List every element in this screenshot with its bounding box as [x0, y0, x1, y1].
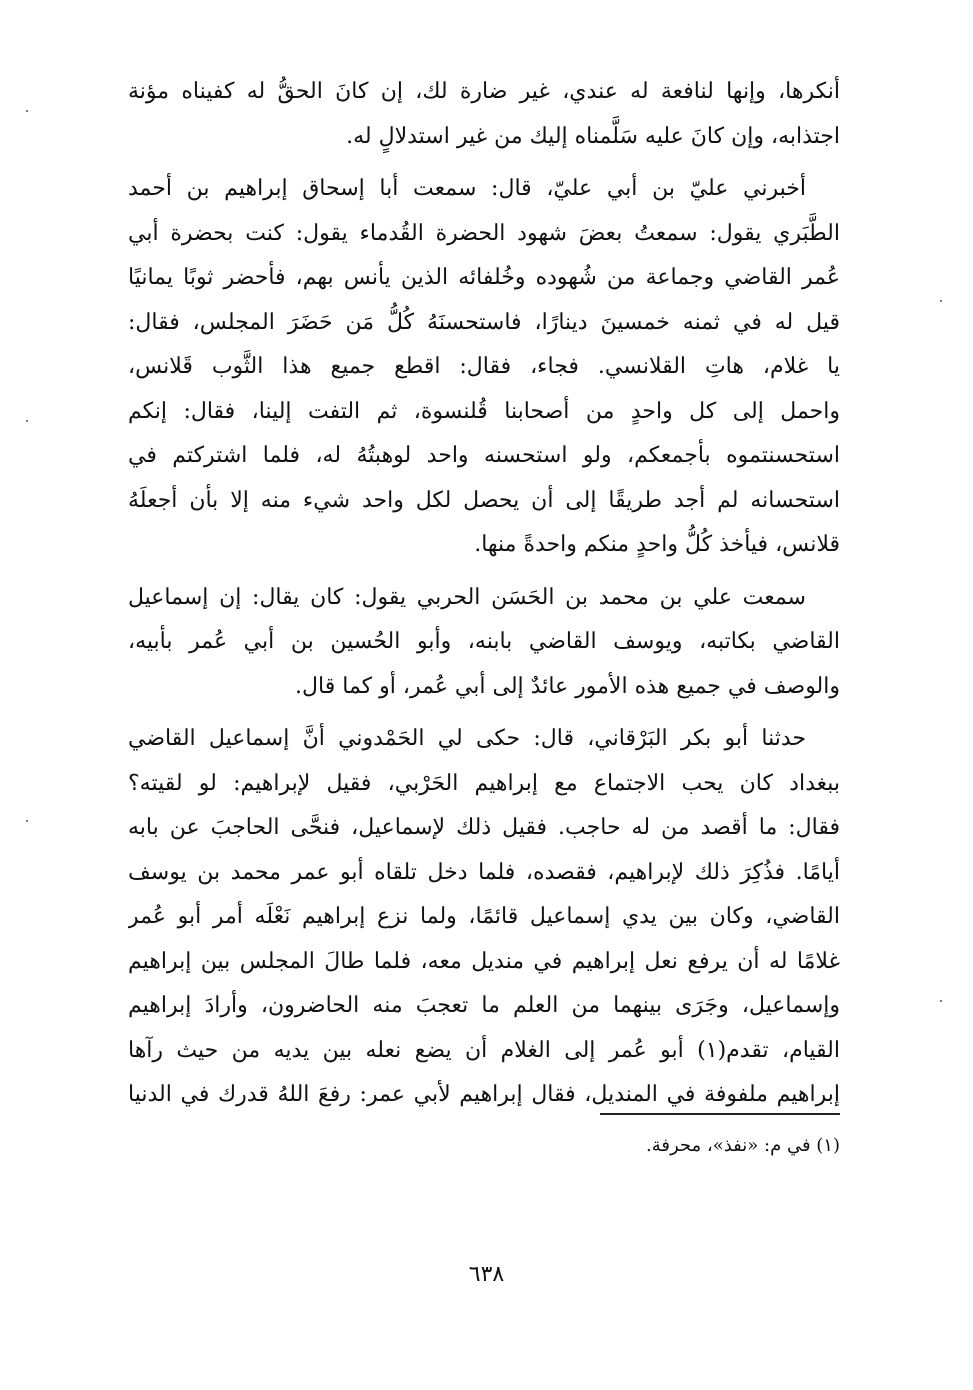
scan-speck [26, 420, 28, 422]
text-line: والوصف في جميع هذه الأمور عائدٌ إلى أبي عُمر، أو كما قال. [295, 673, 840, 699]
text-line: القاضي بكاتبه، ويوسف القاضي بابنه، وأبو الحُسين بن أبي عُمر بأبيه، [128, 629, 840, 654]
text-line: سمعت علي بن محمد بن الحَسَن الحربي يقول: كان يقال: إن إسماعيل [128, 584, 806, 610]
text-line: فقال: ما أقصد من له حاجب. فقيل ذلك لإسماعيل، فنحَّى الحاجبَ عن بابه [128, 815, 840, 840]
footnote-text: (١) في م: «نفذ»، محرفة. [646, 1135, 840, 1156]
paragraph-4 [128, 717, 840, 1118]
text-line: حدثنا أبو بكر البَرْقاني، قال: حكى لي الحَمْدوني أنَّ إسماعيل القاضي [128, 726, 806, 751]
text-line: وإسماعيل، وجَرَى بينهما من العلم ما تعجبَ منه الحاضرون، وأرادَ إبراهيم [128, 993, 840, 1018]
text-line: اجتذابه، وإن كانَ عليه سَلَّمناه إليك من غير استدلالٍ له. [346, 123, 840, 149]
paragraph-3 [128, 576, 840, 710]
scan-speck [940, 300, 942, 302]
text-line: استحسانه لم أجد طريقًا إلى أن يحصل لكل واحد شيء منه إلا بأن أجعلَهُ [128, 487, 840, 513]
text-line: ببغداد كان يحب الاجتماع مع إبراهيم الحَرْبي، فقيل لإبراهيم: لو لقيته؟ [128, 770, 840, 796]
paragraph-1 [128, 70, 840, 159]
text-line: أيامًا. فذُكِرَ ذلك لإبراهيم، فقصده، فلما دخل تلقاه أبو عمر محمد بن يوسف [128, 859, 840, 885]
text-line: يا غلام، هاتِ القلانسي. فجاء، فقال: اقطع جميع هذا الثَّوب قَلانس، [128, 354, 840, 379]
text-line: عُمر القاضي وجماعة من شُهوده وخُلفائه الذين يأنس بهم، فأحضر ثوبًا يمانيًا [128, 265, 840, 290]
page-number: ٦٣٨ [468, 1262, 505, 1287]
text-line: إبراهيم ملفوفة في المنديل، فقال إبراهيم لأبي عمر: رفعَ اللهُ قدرك في الدنيا [128, 1082, 840, 1107]
scan-speck [940, 1000, 942, 1002]
main-text [128, 70, 840, 1118]
footnote [500, 1128, 840, 1164]
paragraph-2 [128, 167, 840, 568]
text-line: غلامًا له أن يرفع نعل إبراهيم في منديل معه، فلما طالَ المجلس بين إبراهيم [128, 948, 840, 974]
footnote-divider [600, 1113, 840, 1115]
text-line: قلانس، فيأخذ كُلُّ واحدٍ منكم واحدةً منها. [474, 532, 840, 557]
scan-speck [26, 820, 28, 822]
text-line: قيل له في ثمنه خمسينَ دينارًا، فاستحسنَهُ كُلُّ مَن حَضَرَ المجلس، فقال: [128, 309, 840, 335]
text-line: القاضي، وكان بين يدي إسماعيل قائمًا، ولما نزع إبراهيم نَعْلَه أمر أبو عُمر [128, 904, 840, 929]
text-line: أنكرها، وإنها لنافعة له عندي، غير ضارة لك، إن كانَ الحقُّ له كفيناه مؤنة [128, 79, 840, 104]
scan-speck [26, 110, 28, 112]
text-line: استحسنتموه بأجمعكم، ولو استحسنه واحد لوهبتُهُ له، فلما اشتركتم في [128, 443, 840, 468]
text-line: واحمل إلى كل واحدٍ من أصحابنا قُلنسوة، ثم التفت إلينا، فقال: إنكم [128, 398, 840, 424]
text-line: الطَّبَري يقول: سمعتُ بعضَ شهود الحضرة القُدماء يقول: كنت بحضرة أبي [128, 220, 840, 246]
text-line: القيام، تقدم(١) أبو عُمر إلى الغلام أن يضع نعله بين يديه من حيث رآها [128, 1037, 840, 1063]
text-line: أخبرني عليّ بن أبي عليّ، قال: سمعت أبا إسحاق إبراهيم بن أحمد [128, 176, 806, 201]
